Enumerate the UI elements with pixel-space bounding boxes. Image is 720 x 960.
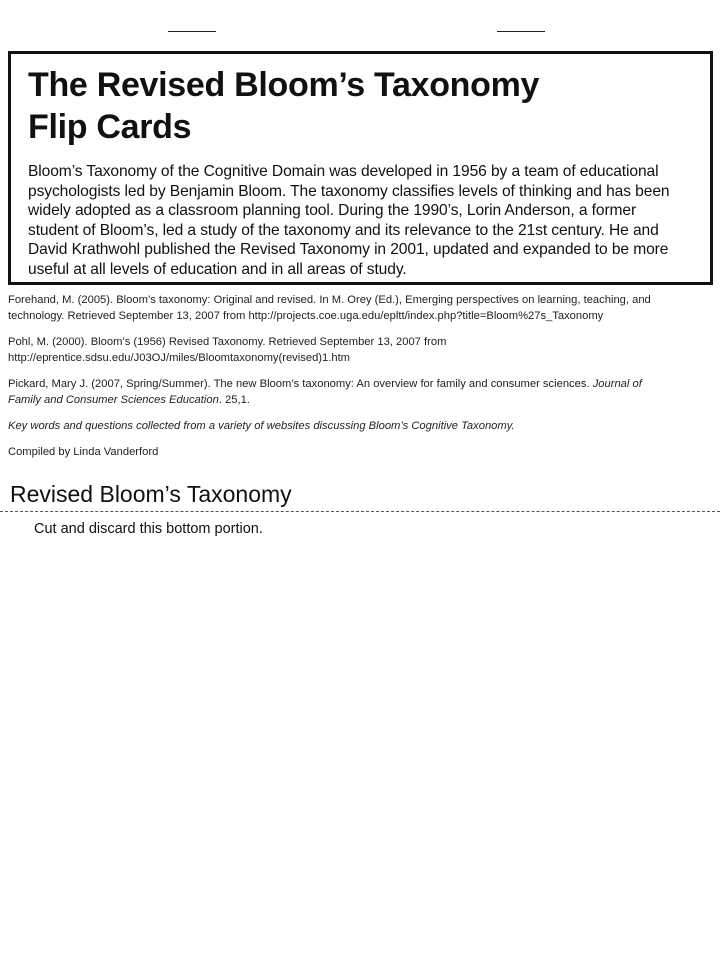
flip-card-title-box bbox=[8, 51, 713, 285]
references-section bbox=[8, 292, 714, 460]
card-title-line-2: Flip Cards bbox=[28, 108, 192, 146]
reference-pohl bbox=[8, 334, 714, 366]
intro-line: psychologists led by Benjamin Bloom. The taxonomy classifies levels of thinking and has been bbox=[28, 182, 670, 200]
cut-instruction: Cut and discard this bottom portion. bbox=[34, 521, 263, 537]
reference-line: Pohl, M. (2000). Bloom’s (1956) Revised Taxonomy. Retrieved September 13, 2007 from bbox=[8, 336, 447, 348]
card-intro bbox=[28, 162, 700, 279]
footer-title: Revised Bloom’s Taxonomy bbox=[10, 481, 292, 507]
compiled-by: Compiled by Linda Vanderford bbox=[8, 446, 159, 458]
fold-mark-left bbox=[168, 31, 216, 32]
card-title-line-1: The Revised Bloom’s Taxonomy bbox=[28, 66, 540, 104]
journal-name-part: Family and Consumer Sciences Education bbox=[8, 394, 219, 406]
reference-line: http://eprentice.sdsu.edu/J03OJ/miles/Bloomtaxonomy(revised)1.htm bbox=[8, 352, 350, 364]
intro-line: student of Bloom’s, led a study of the taxonomy and its relevance to the 21st century. He and bbox=[28, 221, 659, 239]
cut-line bbox=[0, 511, 720, 512]
intro-line: widely adopted as a classroom planning tool. During the 1990’s, Lorin Anderson, a former bbox=[28, 202, 637, 219]
keywords-note: Key words and questions collected from a variety of websites discussing Bloom’s Cognitive Taxonomy. bbox=[8, 420, 515, 432]
fold-mark-right bbox=[497, 31, 545, 32]
reference-pickard bbox=[8, 376, 714, 408]
reference-text: . 25,1. bbox=[218, 394, 250, 406]
intro-line: useful at all levels of education and in all areas of study. bbox=[28, 260, 407, 278]
reference-line: technology. Retrieved September 13, 2007 from http://projects.coe.uga.edu/epltt/index.php?title=Bloom%27s_Taxonomy bbox=[8, 310, 604, 322]
intro-line: Bloom’s Taxonomy of the Cognitive Domain was developed in 1956 by a team of educational bbox=[28, 163, 659, 180]
reference-line: Forehand, M. (2005). Bloom’s taxonomy: Original and revised. In M. Orey (Ed.), Emerging perspectives on learning, teaching, and bbox=[8, 294, 651, 306]
intro-line: David Krathwohl published the Revised Taxonomy in 2001, updated and expanded to be more bbox=[28, 241, 669, 258]
journal-name-part: Journal of bbox=[592, 378, 642, 390]
card-title bbox=[28, 64, 539, 148]
reference-forehand bbox=[8, 292, 714, 324]
reference-text: Pickard, Mary J. (2007, Spring/Summer). The new Bloom’s taxonomy: An overview for family and consumer sciences. bbox=[8, 378, 593, 390]
